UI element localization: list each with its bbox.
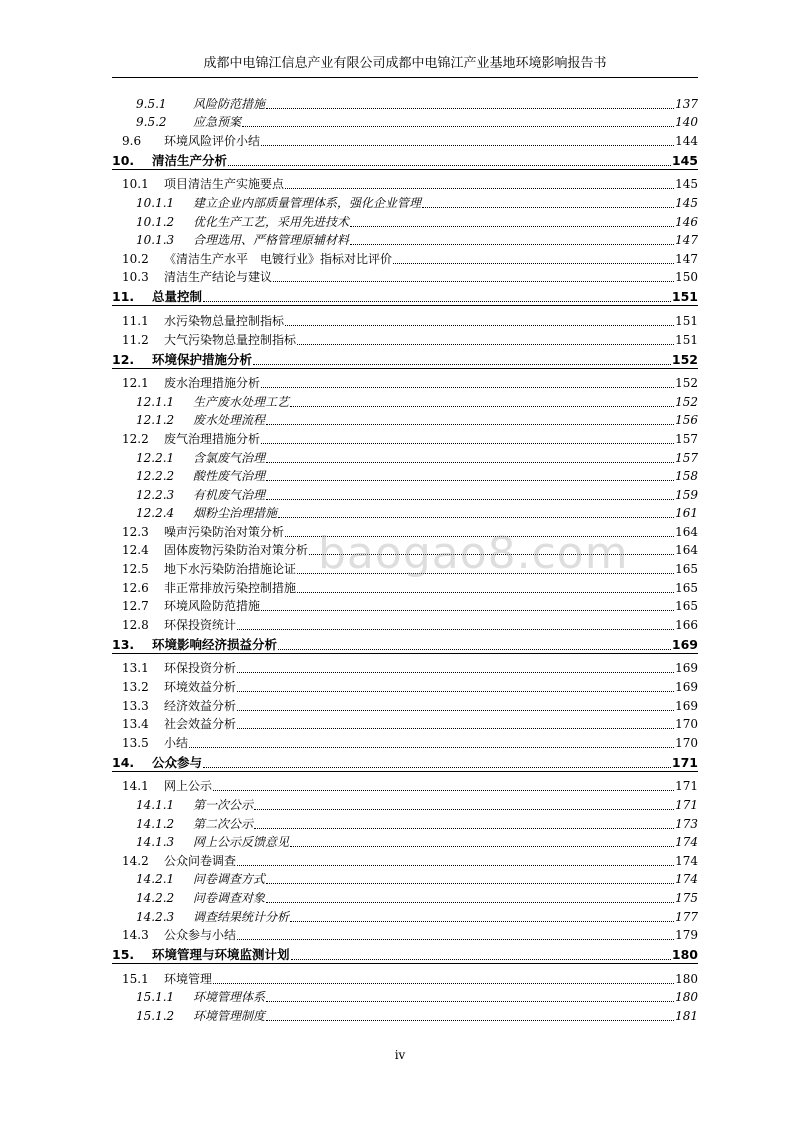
toc-leader-dots bbox=[266, 1000, 674, 1002]
toc-entry-number: 12.2.3 bbox=[136, 487, 175, 502]
toc-entry-page: 147 bbox=[675, 233, 698, 248]
toc-entry-number: 12.5 bbox=[122, 562, 149, 577]
toc-leader-dots bbox=[278, 648, 671, 650]
toc-entry-title: 环境管理 bbox=[164, 971, 213, 986]
toc-entry-number: 9.6 bbox=[122, 133, 142, 148]
toc-entry-title: 优化生产工艺，采用先进技术 bbox=[193, 214, 350, 229]
toc-entry-page: 180 bbox=[675, 971, 698, 986]
toc-leader-dots bbox=[203, 300, 671, 302]
toc-entry-title: 网上公示反馈意见 bbox=[193, 835, 290, 850]
toc-leader-dots bbox=[237, 690, 674, 692]
toc-leader-dots bbox=[266, 498, 674, 500]
toc-entry-number: 12.7 bbox=[122, 599, 149, 614]
toc-entry-page: 140 bbox=[675, 115, 698, 130]
toc-leader-dots bbox=[237, 709, 674, 711]
toc-entry[interactable] bbox=[112, 428, 698, 447]
toc-entry[interactable] bbox=[112, 925, 698, 944]
toc-entry-title: 固体废物污染防治对策分析 bbox=[164, 543, 309, 558]
toc-entry-number: 15. bbox=[112, 947, 135, 963]
toc-entry[interactable] bbox=[112, 230, 698, 249]
toc-entry-number: 14. bbox=[112, 754, 135, 770]
toc-entry-number: 14.1.2 bbox=[136, 816, 175, 831]
toc-entry-page: 137 bbox=[675, 96, 698, 111]
toc-leader-dots bbox=[290, 405, 674, 407]
toc-leader-dots bbox=[290, 845, 674, 847]
toc-entry[interactable] bbox=[112, 310, 698, 329]
toc-entry-number: 12.6 bbox=[122, 580, 149, 595]
toc-entry-number: 13.3 bbox=[122, 698, 149, 713]
toc-entry-page: 151 bbox=[671, 289, 698, 305]
toc-entry[interactable] bbox=[112, 676, 698, 695]
toc-entry-title: 问卷调查方式 bbox=[193, 872, 266, 887]
toc-entry-title: 问卷调查对象 bbox=[193, 890, 266, 905]
toc-entry[interactable] bbox=[112, 832, 698, 851]
toc-leader-dots bbox=[266, 1019, 674, 1021]
toc-entry[interactable] bbox=[112, 658, 698, 677]
toc-entry-title: 清洁生产分析 bbox=[152, 152, 228, 168]
toc-entry[interactable] bbox=[112, 943, 698, 964]
toc-entry-number: 12. bbox=[112, 351, 135, 367]
toc-entry[interactable] bbox=[112, 714, 698, 733]
toc-leader-dots bbox=[291, 958, 671, 960]
toc-entry-title: 环境管理体系 bbox=[193, 990, 266, 1005]
toc-entry-page: 151 bbox=[675, 313, 698, 328]
toc-leader-dots bbox=[237, 628, 674, 630]
toc-entry[interactable] bbox=[112, 93, 698, 112]
toc-leader-dots bbox=[237, 727, 674, 729]
toc-entry-number: 12.2 bbox=[122, 431, 149, 446]
toc-entry[interactable] bbox=[112, 484, 698, 503]
toc-entry-title: 调查结果统计分析 bbox=[193, 909, 290, 924]
toc-entry-title: 环境保护措施分析 bbox=[152, 351, 253, 367]
toc-entry[interactable] bbox=[112, 149, 698, 170]
toc-entry[interactable] bbox=[112, 614, 698, 633]
toc-entry-page: 151 bbox=[675, 332, 698, 347]
toc-entry-page: 147 bbox=[675, 251, 698, 266]
toc-entry-title: 水污染物总量控制指标 bbox=[164, 313, 285, 328]
toc-entry-number: 15.1.1 bbox=[136, 990, 175, 1005]
toc-leader-dots bbox=[266, 107, 674, 109]
toc-entry-title: 生产废水处理工艺 bbox=[193, 394, 290, 409]
toc-entry-page: 169 bbox=[675, 680, 698, 695]
toc-leader-dots bbox=[266, 901, 674, 903]
toc-entry-number: 12.4 bbox=[122, 543, 149, 558]
toc-entry[interactable] bbox=[112, 329, 698, 348]
running-header: 成都中电锦江信息产业有限公司成都中电锦江产业基地环境影响报告书 bbox=[203, 56, 607, 71]
toc-entry-title: 废水治理措施分析 bbox=[164, 376, 261, 391]
toc-entry-page: 157 bbox=[675, 450, 698, 465]
toc-entry[interactable] bbox=[112, 391, 698, 410]
toc-entry[interactable] bbox=[112, 751, 698, 772]
toc-entry-title: 公众问卷调查 bbox=[164, 853, 237, 868]
toc-entry-number: 13.1 bbox=[122, 661, 149, 676]
toc-entry-page: 159 bbox=[675, 487, 698, 502]
toc-entry-title: 《清洁生产水平 电镀行业》指标对比评价 bbox=[164, 251, 393, 266]
toc-entry-page: 144 bbox=[675, 133, 698, 148]
toc-leader-dots bbox=[261, 386, 674, 388]
watermark: baogao8.com bbox=[318, 528, 629, 579]
toc-entry-title: 经济效益分析 bbox=[164, 698, 237, 713]
toc-entry-number: 12.2.1 bbox=[136, 450, 175, 465]
toc-entry-number: 11.1 bbox=[122, 313, 149, 328]
toc-entry-page: 164 bbox=[675, 543, 698, 558]
toc-entry-number: 14.2.3 bbox=[136, 909, 175, 924]
toc-leader-dots bbox=[266, 423, 674, 425]
toc-entry-page: 174 bbox=[675, 853, 698, 868]
toc-entry[interactable] bbox=[112, 348, 698, 369]
toc-entry-page: 145 bbox=[675, 177, 698, 192]
toc-entry-number: 12.2.4 bbox=[136, 506, 175, 521]
toc-entry-number: 15.1.2 bbox=[136, 1008, 175, 1023]
toc-entry-number: 12.2.2 bbox=[136, 469, 175, 484]
toc-entry[interactable] bbox=[112, 112, 698, 131]
toc-entry-page: 157 bbox=[675, 431, 698, 446]
toc-entry-page: 150 bbox=[675, 270, 698, 285]
toc-entry-number: 12.8 bbox=[122, 617, 149, 632]
toc-entry[interactable] bbox=[112, 596, 698, 615]
toc-entry[interactable] bbox=[112, 869, 698, 888]
toc-entry-page: 174 bbox=[675, 872, 698, 887]
toc-entry-page: 177 bbox=[675, 909, 698, 924]
toc-entry-page: 156 bbox=[675, 413, 698, 428]
toc-entry-page: 158 bbox=[675, 469, 698, 484]
toc-entry[interactable] bbox=[112, 776, 698, 795]
toc-entry-number: 14.2.1 bbox=[136, 872, 175, 887]
toc-entry-title: 环境效益分析 bbox=[164, 680, 237, 695]
toc-entry-number: 10. bbox=[112, 152, 135, 168]
toc-entry-number: 10.1 bbox=[122, 177, 149, 192]
toc-entry[interactable] bbox=[112, 285, 698, 306]
toc-entry-title: 废水处理流程 bbox=[193, 413, 266, 428]
toc-entry-page: 146 bbox=[675, 214, 698, 229]
toc-entry[interactable] bbox=[112, 695, 698, 714]
toc-entry[interactable] bbox=[112, 968, 698, 987]
toc-entry-title: 项目清洁生产实施要点 bbox=[164, 177, 285, 192]
toc-entry[interactable] bbox=[112, 577, 698, 596]
toc-entry[interactable] bbox=[112, 906, 698, 925]
toc-entry-page: 181 bbox=[675, 1008, 698, 1023]
toc-leader-dots bbox=[266, 461, 674, 463]
toc-leader-dots bbox=[213, 789, 674, 791]
toc-leader-dots bbox=[285, 324, 674, 326]
toc-entry-title: 噪声污染防治对策分析 bbox=[164, 524, 285, 539]
toc-entry-page: 171 bbox=[671, 754, 698, 770]
toc-entry-title: 公众参与 bbox=[152, 754, 203, 770]
toc-leader-dots bbox=[203, 766, 671, 768]
toc-entry[interactable] bbox=[112, 732, 698, 751]
toc-leader-dots bbox=[254, 827, 674, 829]
toc-entry-title: 废气治理措施分析 bbox=[164, 431, 261, 446]
toc-leader-dots bbox=[273, 280, 674, 282]
toc-entry-page: 170 bbox=[675, 735, 698, 750]
toc-entry-title: 环保投资统计 bbox=[164, 617, 237, 632]
toc-leader-dots bbox=[261, 609, 674, 611]
toc-entry-page: 170 bbox=[675, 717, 698, 732]
toc-entry-title: 社会效益分析 bbox=[164, 717, 237, 732]
toc-entry-number: 12.1.2 bbox=[136, 413, 175, 428]
toc-entry-title: 烟粉尘治理措施 bbox=[193, 506, 278, 521]
toc-leader-dots bbox=[278, 516, 674, 518]
toc-entry-page: 171 bbox=[675, 798, 698, 812]
toc-leader-dots bbox=[254, 808, 674, 810]
toc-entry[interactable] bbox=[112, 248, 698, 267]
toc-leader-dots bbox=[350, 243, 674, 245]
toc-entry-number: 10.2 bbox=[122, 251, 149, 266]
toc-entry-number: 10.1.3 bbox=[136, 233, 175, 248]
toc-entry-number: 13.2 bbox=[122, 680, 149, 695]
toc-entry-number: 14.1 bbox=[122, 779, 149, 794]
toc-entry-number: 10.1.1 bbox=[136, 195, 175, 210]
toc-entry-page: 145 bbox=[671, 152, 698, 168]
toc-entry[interactable] bbox=[112, 192, 698, 211]
toc-entry-title: 网上公示 bbox=[164, 779, 213, 794]
toc-entry-page: 179 bbox=[675, 928, 698, 943]
toc-entry-number: 11. bbox=[112, 289, 135, 305]
toc-entry-page: 174 bbox=[675, 835, 698, 850]
toc-entry-title: 合理选用、严格管理原辅材料 bbox=[193, 233, 350, 248]
toc-entry-title: 总量控制 bbox=[152, 289, 203, 305]
toc-leader-dots bbox=[213, 982, 674, 984]
toc-entry[interactable] bbox=[112, 174, 698, 193]
toc-leader-dots bbox=[242, 125, 674, 127]
toc-entry-page: 166 bbox=[675, 617, 698, 632]
toc-entry-title: 清洁生产结论与建议 bbox=[164, 270, 273, 285]
toc-leader-dots bbox=[266, 479, 674, 481]
toc-entry[interactable] bbox=[112, 887, 698, 906]
toc-entry[interactable] bbox=[112, 1005, 698, 1024]
toc-entry[interactable] bbox=[112, 410, 698, 429]
toc-entry-number: 12.1.1 bbox=[136, 394, 175, 409]
toc-entry-number: 13. bbox=[112, 636, 135, 652]
toc-entry-title: 风险防范措施 bbox=[193, 96, 266, 111]
toc-entry-title: 环保投资分析 bbox=[164, 661, 237, 676]
toc-entry-page: 169 bbox=[671, 636, 698, 652]
toc-entry[interactable] bbox=[112, 447, 698, 466]
toc-entry[interactable] bbox=[112, 130, 698, 149]
toc-entry-number: 10.3 bbox=[122, 270, 149, 285]
toc-entry-title: 含氯废气治理 bbox=[193, 450, 266, 465]
toc-entry-title: 环境影响经济损益分析 bbox=[152, 636, 278, 652]
toc-entry-title: 应急预案 bbox=[193, 115, 242, 130]
toc-entry-title: 环境管理与环境监测计划 bbox=[152, 947, 290, 963]
toc-entry-number: 9.5.2 bbox=[136, 115, 167, 130]
toc-entry-page: 165 bbox=[675, 580, 698, 595]
toc-leader-dots bbox=[393, 262, 674, 264]
toc-entry-title: 第一次公示 bbox=[193, 798, 254, 812]
toc-entry-title: 环境管理制度 bbox=[193, 1008, 266, 1023]
toc-entry[interactable] bbox=[112, 503, 698, 522]
toc-entry-number: 13.5 bbox=[122, 735, 149, 750]
toc-entry-number: 12.3 bbox=[122, 524, 149, 539]
toc-entry-number: 13.4 bbox=[122, 717, 149, 732]
toc-entry-number: 14.2 bbox=[122, 853, 149, 868]
toc-entry-number: 12.1 bbox=[122, 376, 149, 391]
toc-entry-page: 180 bbox=[671, 947, 698, 963]
toc-entry-title: 第二次公示 bbox=[193, 816, 254, 831]
toc-leader-dots bbox=[297, 343, 674, 345]
toc-entry[interactable] bbox=[112, 466, 698, 485]
toc-leader-dots bbox=[237, 938, 674, 940]
toc-entry-title: 地下水污染防治措施论证 bbox=[164, 562, 297, 577]
toc-entry-page: 165 bbox=[675, 599, 698, 614]
toc-entry-title: 建立企业内部质量管理体系，强化企业管理 bbox=[193, 195, 422, 210]
toc-entry-number: 15.1 bbox=[122, 971, 149, 986]
toc-entry-title: 环境风险防范措施 bbox=[164, 599, 261, 614]
toc-entry[interactable] bbox=[112, 211, 698, 230]
toc-leader-dots bbox=[422, 206, 674, 208]
toc-entry-page: 152 bbox=[675, 376, 698, 391]
toc-entry-title: 公众参与小结 bbox=[164, 928, 237, 943]
toc-entry-page: 171 bbox=[675, 779, 698, 794]
toc-entry[interactable] bbox=[112, 813, 698, 832]
toc-entry-number: 14.1.3 bbox=[136, 835, 175, 850]
toc-leader-dots bbox=[228, 164, 671, 166]
toc-leader-dots bbox=[266, 882, 674, 884]
toc-leader-dots bbox=[261, 144, 674, 146]
toc-leader-dots bbox=[350, 225, 674, 227]
toc-leader-dots bbox=[189, 746, 674, 748]
toc-entry-title: 酸性废气治理 bbox=[193, 469, 266, 484]
toc-entry-title: 环境风险评价小结 bbox=[164, 133, 261, 148]
toc-entry[interactable] bbox=[112, 373, 698, 392]
toc-entry-page: 169 bbox=[675, 661, 698, 676]
toc-entry-title: 有机废气治理 bbox=[193, 487, 266, 502]
toc-leader-dots bbox=[297, 591, 674, 593]
toc-leader-dots bbox=[237, 671, 674, 673]
page-number: iv bbox=[394, 1048, 406, 1062]
toc-entry-title: 小结 bbox=[164, 735, 189, 750]
toc-entry-page: 175 bbox=[675, 890, 698, 905]
toc-entry-number: 14.1.1 bbox=[136, 798, 175, 812]
toc-entry-title: 非正常排放污染控制措施 bbox=[164, 580, 297, 595]
toc-entry-page: 173 bbox=[675, 816, 698, 831]
toc-entry[interactable] bbox=[112, 987, 698, 1006]
toc-leader-dots bbox=[290, 920, 674, 922]
toc-entry[interactable] bbox=[112, 794, 698, 813]
toc-entry-number: 14.2.2 bbox=[136, 890, 175, 905]
toc-entry-page: 152 bbox=[671, 351, 698, 367]
toc-entry-page: 152 bbox=[675, 394, 698, 409]
toc-entry-page: 161 bbox=[675, 506, 698, 521]
toc-entry-page: 145 bbox=[675, 195, 698, 210]
toc-entry-page: 180 bbox=[675, 990, 698, 1005]
toc-entry-number: 14.3 bbox=[122, 928, 149, 943]
toc-entry[interactable] bbox=[112, 267, 698, 286]
toc-entry-page: 165 bbox=[675, 562, 698, 577]
toc-leader-dots bbox=[237, 864, 674, 866]
toc-entry-number: 9.5.1 bbox=[136, 96, 167, 111]
toc-entry[interactable] bbox=[112, 633, 698, 654]
header-rule bbox=[112, 77, 698, 78]
toc-leader-dots bbox=[261, 442, 674, 444]
toc-entry-number: 10.1.2 bbox=[136, 214, 175, 229]
toc-entry-number: 11.2 bbox=[122, 332, 149, 347]
toc-entry-page: 164 bbox=[675, 524, 698, 539]
toc-leader-dots bbox=[253, 363, 671, 365]
toc-entry-page: 169 bbox=[675, 698, 698, 713]
toc-entry-title: 大气污染物总量控制指标 bbox=[164, 332, 297, 347]
toc-leader-dots bbox=[285, 187, 674, 189]
toc-entry[interactable] bbox=[112, 850, 698, 869]
